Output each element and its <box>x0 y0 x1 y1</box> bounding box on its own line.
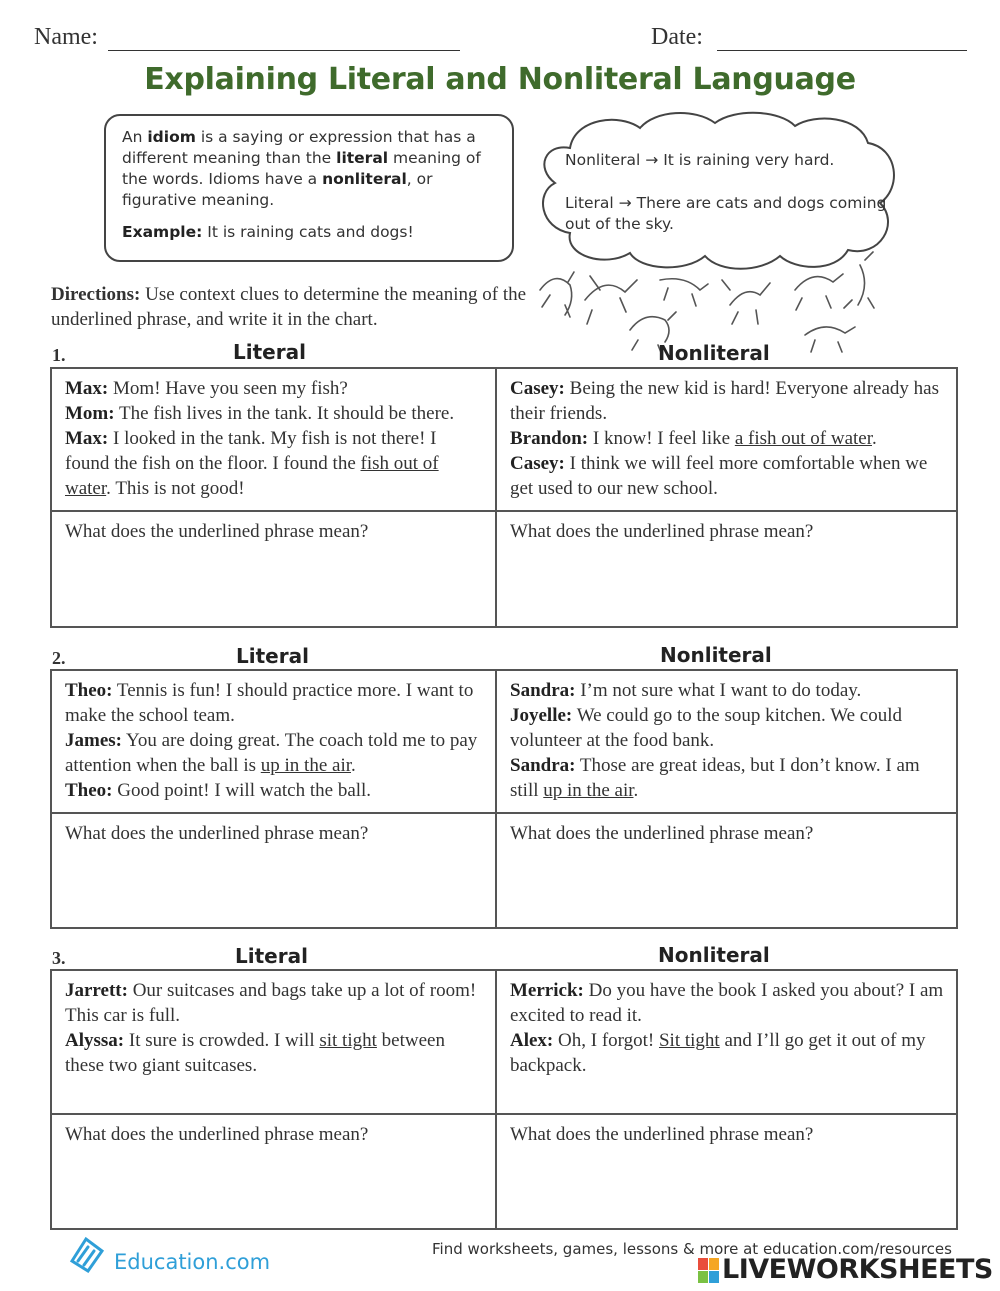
underlined-idiom: a fish out of water <box>734 428 872 449</box>
section-3-nonliteral-answer[interactable] <box>496 1114 957 1229</box>
section-2-literal-dialogue <box>51 670 496 813</box>
date-field <box>651 24 967 51</box>
dialogue-line: Alex: Oh, I forgot! Sit tight and I’ll go get it out of my backpack. <box>510 1030 926 1076</box>
liveworksheets-watermark[interactable]: LIVEWORKSHEETS <box>722 1254 993 1285</box>
dialogue-line: Sandra: I’m not sure what I want to do today. <box>510 680 862 701</box>
dog-icon <box>795 274 843 310</box>
section-1-literal-answer[interactable] <box>51 511 496 627</box>
question-prompt: What does the underlined phrase mean? <box>65 521 369 542</box>
cloud-text <box>565 150 905 235</box>
education-brand[interactable]: Education.com <box>114 1250 271 1274</box>
section-1-nonliteral-heading: Nonliteral <box>658 341 770 365</box>
section-3-nonliteral-dialogue <box>496 970 957 1114</box>
footer-resources-text: Find worksheets, games, lessons & more at education.com/resources <box>432 1240 952 1258</box>
section-3-literal-dialogue <box>51 970 496 1114</box>
section-1-literal-dialogue <box>51 368 496 511</box>
education-logo-icon <box>66 1233 110 1273</box>
dialogue-line: Joyelle: We could go to the soup kitchen. We could volunteer at the food bank. <box>510 705 903 751</box>
idiom-example: Example: It is raining cats and dogs! <box>122 223 414 241</box>
dialogue-line: Mom: The fish lives in the tank. It should be there. <box>65 403 455 424</box>
section-3-literal-answer[interactable] <box>51 1114 496 1229</box>
question-prompt: What does the underlined phrase mean? <box>65 1124 369 1145</box>
underlined-idiom: Sit tight <box>658 1030 720 1051</box>
underlined-idiom: fish out of water <box>65 453 439 499</box>
section-2-nonliteral-heading: Nonliteral <box>660 643 772 667</box>
dog-icon <box>540 272 574 317</box>
section-2-nonliteral-dialogue <box>496 670 957 813</box>
dialogue-line: Jarrett: Our suitcases and bags take up a lot of room! This car is full. <box>65 980 477 1026</box>
dialogue-line: Brandon: I know! I feel like a fish out of water. <box>510 428 877 449</box>
liveworksheets-logo-icon <box>698 1258 720 1284</box>
directions: Directions: Use context clues to determine the meaning of the underlined phrase, and write it in the chart. <box>51 284 527 330</box>
section-2-literal-answer[interactable] <box>51 813 496 928</box>
section-3-table <box>50 969 958 1230</box>
dialogue-line: Casey: I think we will feel more comfortable when we get used to our new school. <box>510 453 928 499</box>
dog-icon <box>660 279 708 306</box>
section-3-number: 3. <box>52 948 66 968</box>
section-3-literal-heading: Literal <box>235 944 308 968</box>
underlined-idiom: up in the air <box>260 755 351 776</box>
dog-icon <box>805 327 855 352</box>
section-1-table <box>50 367 958 628</box>
section-3-nonliteral-heading: Nonliteral <box>658 943 770 967</box>
section-1-nonliteral-answer[interactable] <box>496 511 957 627</box>
question-prompt: What does the underlined phrase mean? <box>65 823 369 844</box>
underlined-idiom: up in the air <box>543 780 634 801</box>
idiom-definition-box <box>104 114 514 262</box>
cat-icon <box>844 252 874 308</box>
dialogue-line: Merrick: Do you have the book I asked you about? I am excited to read it. <box>510 980 944 1026</box>
cat-icon <box>722 280 770 324</box>
dialogue-line: Sandra: Those are great ideas, but I don’t know. I am still up in the air. <box>510 755 920 801</box>
name-label: Name: <box>34 24 98 50</box>
section-2-literal-heading: Literal <box>236 644 309 668</box>
dialogue-line: Theo: Tennis is fun! I should practice more. I want to make the school team. <box>65 680 474 726</box>
dialogue-line: Max: Mom! Have you seen my fish? <box>65 378 348 399</box>
name-field <box>34 24 460 51</box>
section-1-number: 1. <box>52 345 66 365</box>
idiom-definition: An idiom is a saying or expression that has a different meaning than the literal meaning of the words. Idioms have a nonliteral, or figurative meaning. <box>122 128 481 209</box>
dialogue-line: Alyssa: It sure is crowded. I will sit tight between these two giant suitcases. <box>65 1030 445 1076</box>
worksheet-title: Explaining Literal and Nonliteral Language <box>144 62 856 97</box>
dialogue-line: Casey: Being the new kid is hard! Everyone already has their friends. <box>510 378 939 424</box>
date-label: Date: <box>651 24 703 50</box>
dog-icon <box>585 276 637 324</box>
date-input-line[interactable] <box>717 28 967 51</box>
underlined-idiom: sit tight <box>319 1030 377 1051</box>
name-input-line[interactable] <box>108 28 460 51</box>
question-prompt: What does the underlined phrase mean? <box>510 521 814 542</box>
section-1-nonliteral-dialogue <box>496 368 957 511</box>
cloud-nonliteral: Nonliteral → It is raining very hard. <box>565 151 835 169</box>
dialogue-line: Max: I looked in the tank. My fish is not there! I found the fish on the floor. I found the fish out of water. This is not good! <box>65 428 439 499</box>
question-prompt: What does the underlined phrase mean? <box>510 823 814 844</box>
dialogue-line: James: You are doing great. The coach told me to pay attention when the ball is up in the air. <box>65 730 478 776</box>
question-prompt: What does the underlined phrase mean? <box>510 1124 814 1145</box>
section-2-table <box>50 669 958 929</box>
section-2-number: 2. <box>52 648 66 668</box>
section-1-literal-heading: Literal <box>233 340 306 364</box>
section-2-nonliteral-answer[interactable] <box>496 813 957 928</box>
cloud-literal: Literal → There are cats and dogs coming out of the sky. <box>565 194 887 233</box>
dialogue-line: Theo: Good point! I will watch the ball. <box>65 780 372 801</box>
